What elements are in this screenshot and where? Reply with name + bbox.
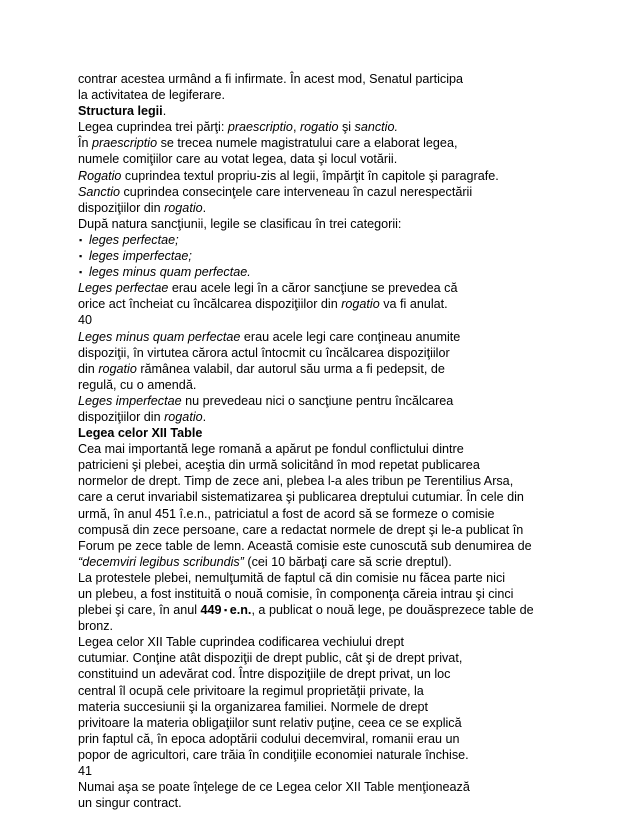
text-line	[78, 248, 618, 264]
text-line	[78, 506, 618, 522]
text-run: Forum pe zece table de lemn. Această comisie este cunoscută sub denumirea de	[78, 538, 532, 553]
text-line	[78, 731, 618, 747]
text-run: la activitatea de legiferare.	[78, 88, 226, 103]
text-line	[78, 795, 618, 811]
text-line	[78, 441, 618, 457]
text-line	[78, 586, 618, 602]
text-run: ▪	[221, 605, 230, 616]
text-line	[78, 264, 618, 280]
text-run: rogatio	[98, 361, 137, 376]
text-line	[78, 296, 618, 312]
text-line	[78, 554, 618, 570]
text-run: orice act încheiat cu încălcarea dispoziţiilor din	[78, 297, 342, 312]
bullet-icon: ▪	[79, 234, 83, 245]
text-line	[78, 570, 618, 586]
text-run: Numai aşa se poate înţelege de ce Legea celor XII Table menţionează	[78, 780, 470, 795]
bullet-icon: ▪	[79, 267, 83, 278]
text-line	[78, 103, 618, 119]
text-run: cuprindea consecinţele care interveneau în cazul nerespectării	[120, 184, 473, 199]
text-line	[78, 280, 618, 296]
text-run: rogatio	[164, 409, 203, 424]
text-run: După natura sancţiunii, legile se clasificau în trei categorii:	[78, 216, 402, 231]
text-line	[78, 779, 618, 795]
text-line	[78, 216, 618, 232]
text-run: va fi anulat.	[379, 297, 448, 312]
text-run: nu prevedeau nici o sancţiune pentru încălcarea	[181, 393, 454, 408]
text-line	[78, 329, 618, 345]
text-line	[78, 763, 618, 779]
text-run: Leges minus quam perfectae	[78, 329, 241, 344]
text-run: Rogatio	[78, 168, 122, 183]
text-run: rămânea valabil, dar autorul său urma a fi pedepsit, de	[136, 361, 445, 376]
text-line	[78, 71, 618, 87]
text-run: În	[78, 136, 93, 151]
text-run: rogatio	[299, 120, 339, 135]
text-line	[78, 345, 618, 361]
text-line	[78, 522, 618, 538]
text-run: prin faptul că, în epoca adoptării codului decemviral, romanii erau un	[78, 731, 460, 746]
text-run: .	[202, 200, 207, 215]
text-run: cutumiar. Conţine atât dispoziţii de drept public, cât şi de drept privat,	[78, 651, 463, 666]
text-line	[78, 715, 618, 731]
text-run: rogatio	[341, 297, 380, 312]
text-run: praescriptio	[227, 120, 293, 135]
text-line	[78, 200, 618, 216]
text-run: “decemviri legibus scribundis”	[78, 554, 244, 569]
text-run: rogatio	[164, 200, 203, 215]
text-run: La protestele plebei, nemulţumită de faptul că din comisie nu făcea parte nici	[78, 570, 506, 585]
text-run: un plebeu, a fost instituită o nouă comisie, în componenţa căreia intrau şi cinci	[78, 587, 514, 601]
text-line	[78, 151, 618, 167]
text-run: erau acele legi care conţineau anumite	[240, 329, 461, 344]
text-line	[78, 119, 618, 135]
text-run: patricieni şi plebei, aceştia din urmă solicitând în mod repetat publicarea	[78, 458, 480, 473]
text-line	[78, 312, 618, 328]
text-line	[78, 650, 618, 666]
text-run: contrar acestea urmând a fi infirmate. În acest mod, Senatul participa	[78, 72, 464, 86]
text-run: Cea mai importantă lege romană a apărut pe fondul conflictului dintre	[78, 442, 464, 457]
text-run: plebei şi care, în anul	[78, 603, 201, 618]
text-run: Legea cuprindea trei părţi:	[78, 120, 228, 135]
text-run: leges perfectae;	[89, 232, 179, 247]
text-run: leges imperfectae;	[89, 249, 192, 264]
text-line	[78, 747, 618, 763]
text-line	[78, 409, 618, 425]
text-run: regulă, cu o amendă.	[78, 377, 197, 392]
text-run: dispoziţiilor din	[78, 409, 165, 424]
bullet-icon: ▪	[79, 251, 83, 262]
text-run: care a cerut invariabil sistematizarea şi publicarea dreptului cutumiar. În cele din	[78, 490, 524, 505]
text-run: Sanctio	[78, 184, 121, 199]
text-run: 41	[78, 764, 93, 779]
text-line	[78, 538, 618, 554]
text-line	[78, 361, 618, 377]
text-line	[78, 473, 618, 489]
text-line	[78, 377, 618, 393]
text-run: Legea celor XII Table cuprindea codificarea vechiului drept	[78, 635, 405, 650]
text-run: 40	[78, 313, 93, 328]
text-run: 449	[200, 603, 222, 618]
text-run: privitoare la materia obligaţiilor sunt relativ puţine, ceea ce se explică	[78, 715, 462, 730]
text-run: , a publicat o nouă lege, pe douăsprezece table de	[251, 603, 534, 618]
text-run: ,	[292, 120, 300, 135]
text-line	[78, 457, 618, 473]
text-line	[78, 393, 618, 409]
text-run: bronz.	[78, 619, 114, 634]
text-line	[78, 184, 618, 200]
text-run: sanctio.	[354, 120, 398, 135]
text-run: urmă, în anul 451 î.e.n., patriciatul a fost de acord să se formeze o comisie	[78, 506, 495, 521]
text-line	[78, 666, 618, 682]
text-line	[78, 87, 618, 103]
text-line	[78, 489, 618, 505]
text-run: (cei 10 bărbaţi care să scrie dreptul).	[243, 554, 452, 569]
text-line	[78, 425, 618, 441]
text-line	[78, 232, 618, 248]
text-line	[78, 634, 618, 650]
text-run: e.n.	[229, 603, 252, 618]
document-page	[78, 71, 618, 811]
text-run: din	[78, 361, 99, 376]
text-run: se trecea numele magistratului care a elaborat legea,	[157, 136, 458, 151]
text-run: dispoziţiilor din	[78, 200, 165, 215]
text-run: praescriptio	[92, 136, 158, 151]
text-run: dispoziţii, în virtutea cărora actul întocmit cu încălcarea dispoziţiilor	[78, 345, 450, 360]
text-run: normelor de drept. Timp de zece ani, plebea l-a ales tribun pe Terentilius Arsa,	[78, 474, 514, 489]
text-run: .	[202, 409, 207, 424]
text-run: popor de agricultori, care trăia în condiţiile economiei naturale închise.	[78, 747, 469, 762]
text-line	[78, 168, 618, 184]
text-line	[78, 683, 618, 699]
text-run: Leges imperfectae	[78, 393, 182, 408]
text-line	[78, 618, 618, 634]
text-run: compusă din zece persoane, care a redactat normele de drept şi le-a publicat în	[78, 522, 524, 537]
text-run: materia succesiunii şi la organizarea familiei. Normele de drept	[78, 699, 428, 714]
text-run: central îl ocupă cele privitoare la regimul proprietăţii private, la	[78, 683, 424, 698]
text-run: numele comiţiilor care au votat legea, data şi locul votării.	[78, 152, 398, 167]
text-line	[78, 602, 618, 618]
text-run: un singur contract.	[78, 796, 182, 811]
text-run: cuprindea textul propriu-zis al legii, împărţit în capitole şi paragrafe.	[121, 168, 499, 183]
text-line	[78, 135, 618, 151]
text-run: şi	[338, 120, 355, 135]
text-run: constituind un adevărat cod. Între dispoziţiile de drept privat, un loc	[78, 667, 451, 682]
text-line	[78, 699, 618, 715]
text-run: erau acele legi în a căror sancţiune se prevedea că	[168, 281, 458, 296]
text-run: leges minus quam perfectae.	[89, 265, 251, 280]
text-run: Leges perfectae	[78, 281, 169, 296]
text-run: Structura legii	[78, 104, 163, 119]
text-run: Legea celor XII Table	[78, 426, 203, 441]
text-run: .	[162, 104, 167, 119]
